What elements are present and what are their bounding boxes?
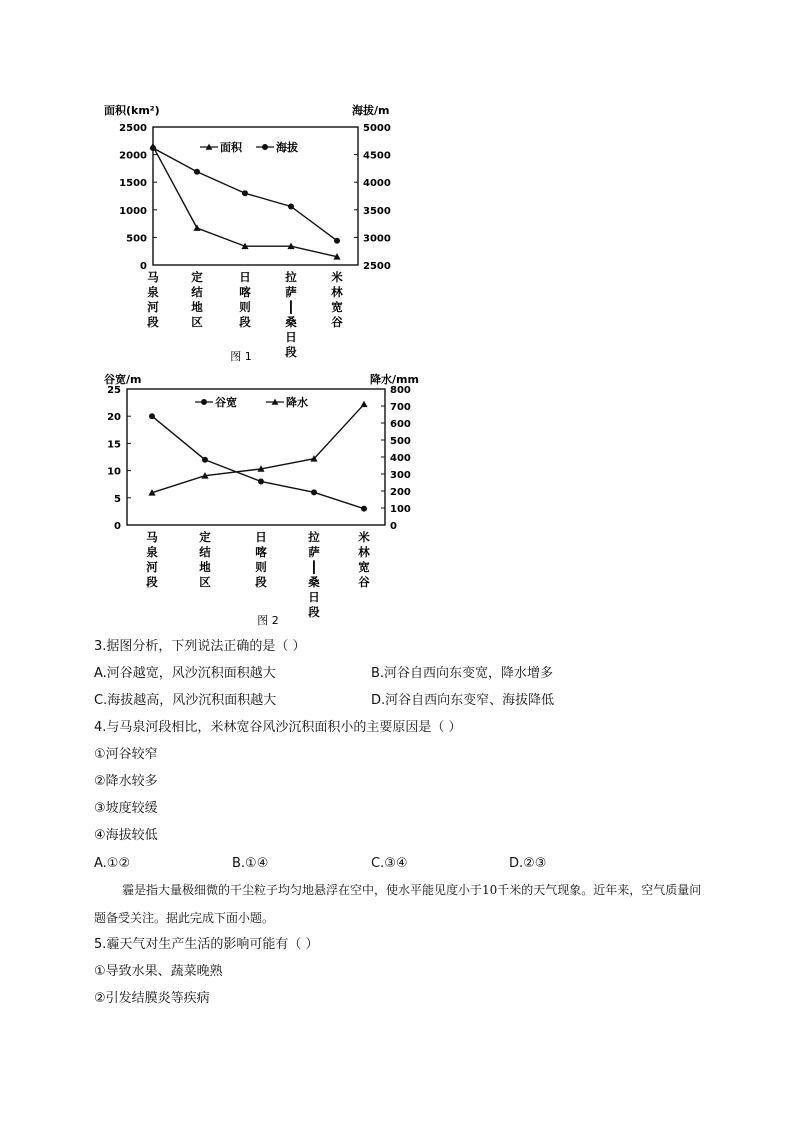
q3-option-a: A.河谷越宽，风沙沉积面积越大 xyxy=(94,666,276,681)
category-label-char: 日 xyxy=(285,330,297,344)
category-label-char: 区 xyxy=(191,315,203,329)
category-label-char: 日 xyxy=(255,530,267,544)
figure-caption: 图 1 xyxy=(230,350,252,363)
legend-marker xyxy=(262,144,268,150)
right-tick-label: 700 xyxy=(390,402,411,413)
category-label-char: 林 xyxy=(331,285,343,299)
q4-option-d: D.②③ xyxy=(509,856,547,871)
left-axis-title: 谷宽/m xyxy=(104,373,142,386)
q4-item-2: ②降水较多 xyxy=(94,774,158,789)
category-label-char: 拉 xyxy=(285,270,297,284)
right-tick-label: 500 xyxy=(390,436,411,447)
series-line-谷宽 xyxy=(152,416,364,508)
question-4-stem: 4.与马泉河段相比，米林宽谷风沙沉积面积小的主要原因是（ ） xyxy=(94,720,462,735)
category-label-char: 地 xyxy=(199,560,211,574)
right-tick-label: 600 xyxy=(390,419,411,430)
category-label-char: 宽 xyxy=(358,560,370,574)
left-tick-label: 0 xyxy=(114,521,121,532)
category-label-char: 段 xyxy=(146,575,158,589)
data-point-谷宽 xyxy=(258,478,264,484)
figure-1-chart xyxy=(100,98,400,368)
question-5-stem: 5.霾天气对生产生活的影响可能有（ ） xyxy=(94,937,319,952)
q4-option-a: A.①② xyxy=(94,856,131,871)
right-tick-label: 400 xyxy=(390,453,411,464)
category-label-char: 河 xyxy=(146,560,158,574)
left-tick-label: 10 xyxy=(107,466,121,478)
right-axis-title: 海拔/m xyxy=(352,104,390,117)
right-tick-label: 4000 xyxy=(363,178,391,190)
data-point-谷宽 xyxy=(202,457,208,463)
left-axis-title: 面积(km²) xyxy=(104,104,160,117)
data-point-谷宽 xyxy=(149,413,155,419)
left-tick-label: 1500 xyxy=(119,178,147,190)
category-label-char: 宽 xyxy=(331,300,343,314)
category-label-char: 段 xyxy=(239,315,251,329)
right-tick-label: 200 xyxy=(390,487,411,498)
category-label-char: 日 xyxy=(308,590,320,604)
q4-item-3: ③坡度较缓 xyxy=(94,801,158,816)
left-tick-label: 0 xyxy=(140,261,147,272)
right-tick-label: 3000 xyxy=(363,233,391,245)
q5-item-2: ②引发结膜炎等疾病 xyxy=(94,991,210,1006)
q4-item-1: ①河谷较窄 xyxy=(94,747,158,762)
category-label-char: 泉 xyxy=(147,285,159,299)
right-tick-label: 5000 xyxy=(363,123,391,134)
category-label-char: 段 xyxy=(285,345,297,359)
left-tick-label: 20 xyxy=(107,412,121,424)
category-label-char: 河 xyxy=(147,300,159,314)
right-tick-label: 0 xyxy=(390,521,397,532)
left-tick-label: 25 xyxy=(107,385,121,396)
category-label-char: 马 xyxy=(147,270,159,284)
figure-2-chart xyxy=(100,368,430,632)
right-tick-label: 100 xyxy=(390,504,411,515)
plot-frame xyxy=(127,389,385,525)
data-point-谷宽 xyxy=(361,506,367,512)
right-tick-label: 3500 xyxy=(363,205,391,217)
category-label-char: ┃ xyxy=(287,300,295,314)
right-tick-label: 4500 xyxy=(363,150,391,162)
category-label-char: 米 xyxy=(358,530,370,544)
category-label-char: 喀 xyxy=(239,285,251,299)
data-point-降水 xyxy=(360,401,367,407)
q4-option-b: B.①④ xyxy=(232,856,269,871)
q4-item-4: ④海拔较低 xyxy=(94,828,158,843)
left-tick-label: 5 xyxy=(114,493,121,505)
data-point-面积 xyxy=(193,224,200,230)
legend-marker xyxy=(201,399,207,405)
category-label-char: 段 xyxy=(255,575,267,589)
left-tick-label: 1000 xyxy=(119,205,147,217)
category-label-char: 结 xyxy=(199,545,211,559)
category-label-char: 地 xyxy=(191,300,203,314)
legend-label: 面积 xyxy=(220,141,242,154)
category-label-char: 段 xyxy=(147,315,159,329)
category-label-char: 日 xyxy=(239,270,251,284)
q3-option-d: D.河谷自西向东变窄、海拔降低 xyxy=(371,693,555,708)
category-label-char: 拉 xyxy=(308,530,320,544)
category-label-char: ┃ xyxy=(310,560,318,574)
right-axis-title: 降水/mm xyxy=(370,373,419,386)
category-label-char: 萨 xyxy=(308,545,320,559)
q3-option-c: C.海拔越高，风沙沉积面积越大 xyxy=(94,693,277,708)
category-label-char: 则 xyxy=(239,300,251,314)
category-label-char: 桑 xyxy=(308,575,320,589)
q4-option-c: C.③④ xyxy=(371,856,408,871)
question-3-stem: 3.据图分析，下列说法正确的是（ ） xyxy=(94,639,306,654)
left-tick-label: 2500 xyxy=(119,123,147,134)
q5-item-1: ①导致水果、蔬菜晚熟 xyxy=(94,964,223,979)
category-label-char: 马 xyxy=(146,530,158,544)
category-label-char: 谷 xyxy=(331,315,343,329)
data-point-海拔 xyxy=(288,203,294,209)
legend-label: 降水 xyxy=(286,396,308,409)
category-label-char: 定 xyxy=(199,530,211,544)
category-label-char: 萨 xyxy=(285,285,297,299)
category-label-char: 则 xyxy=(255,560,267,574)
category-label-char: 桑 xyxy=(285,315,297,329)
legend-label: 谷宽 xyxy=(215,396,237,409)
category-label-char: 喀 xyxy=(255,545,267,559)
category-label-char: 区 xyxy=(199,575,211,589)
category-label-char: 结 xyxy=(191,285,203,299)
category-label-char: 泉 xyxy=(146,545,158,559)
right-tick-label: 800 xyxy=(390,385,411,396)
data-point-海拔 xyxy=(194,169,200,175)
category-label-char: 林 xyxy=(358,545,370,559)
category-label-char: 米 xyxy=(331,270,343,284)
category-label-char: 定 xyxy=(191,270,203,284)
legend-label: 海拔 xyxy=(276,141,298,154)
q3-option-b: B.河谷自西向东变宽，降水增多 xyxy=(371,666,554,681)
figure-caption: 图 2 xyxy=(257,614,279,627)
right-tick-label: 300 xyxy=(390,470,411,481)
left-tick-label: 15 xyxy=(107,439,121,451)
left-tick-label: 500 xyxy=(126,233,147,245)
data-point-海拔 xyxy=(150,145,156,151)
data-point-谷宽 xyxy=(311,489,317,495)
category-label-char: 谷 xyxy=(358,575,370,589)
category-label-char: 段 xyxy=(308,605,320,619)
data-point-海拔 xyxy=(242,190,248,196)
right-tick-label: 2500 xyxy=(363,261,391,272)
data-point-海拔 xyxy=(334,238,340,244)
series-line-降水 xyxy=(152,404,364,492)
left-tick-label: 2000 xyxy=(119,150,147,162)
haze-intro-paragraph: 霾是指大量极细微的干尘粒子均匀地悬浮在空中，使水平能见度小于10千米的天气现象。近年来，空气质量问题备受关注。据此完成下面小题。 xyxy=(94,883,702,925)
